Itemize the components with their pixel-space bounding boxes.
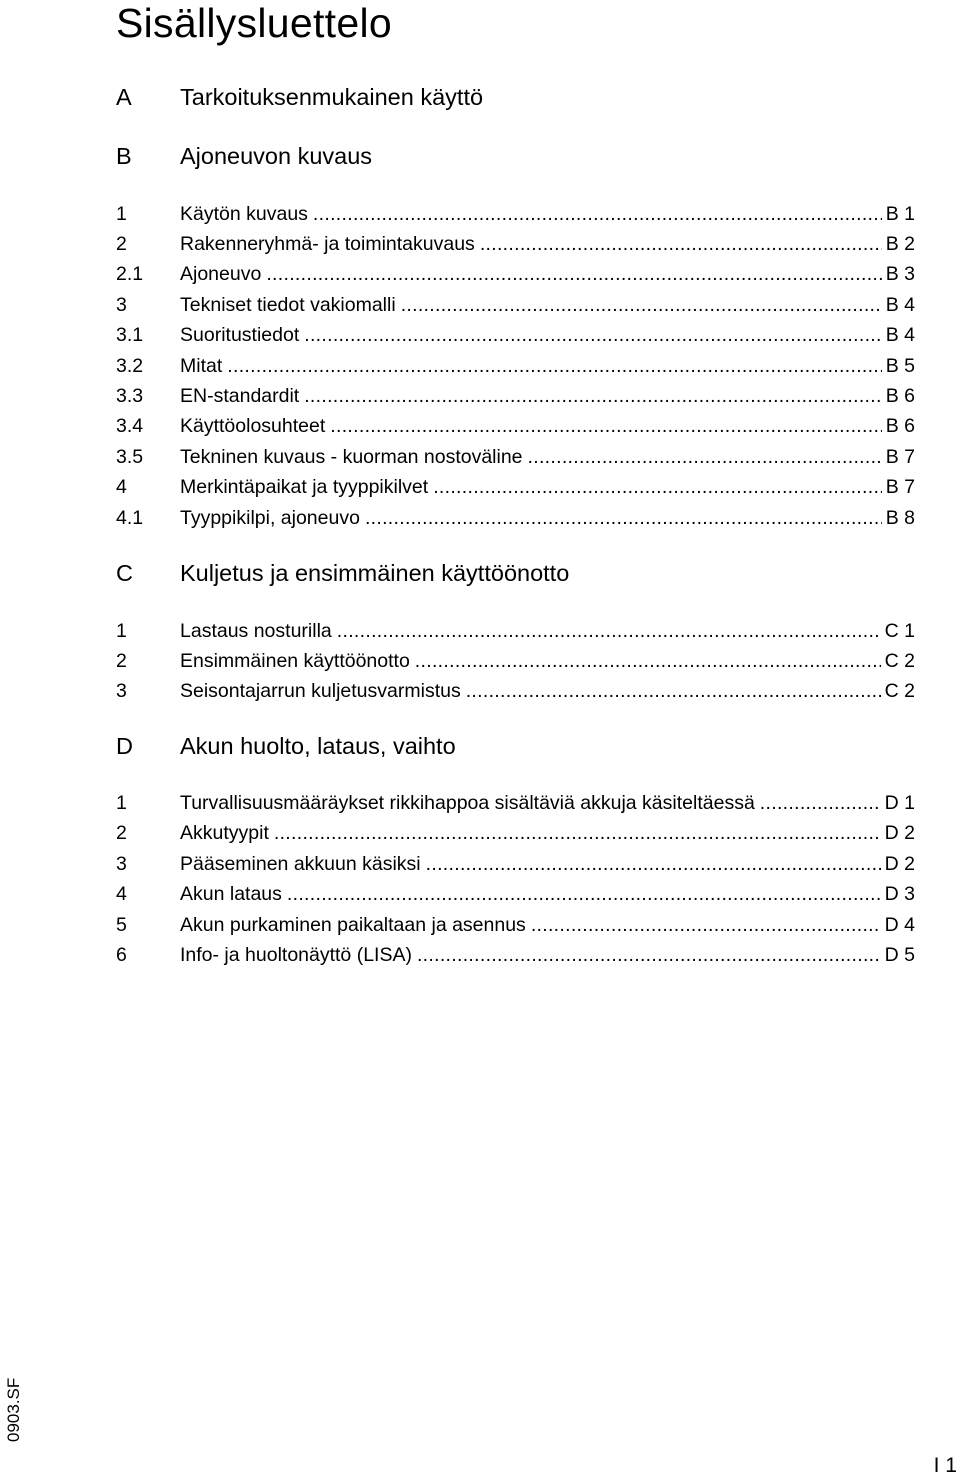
entry-number: 1 [116,203,127,225]
section-letter: D [116,733,133,759]
dot-leader [415,646,881,676]
entry-page: B 8 [885,507,915,529]
entry-number: 3.4 [116,415,144,437]
entry-title: Ensimmäinen käyttöönotto [180,650,410,672]
entry-page: B 4 [885,324,915,346]
entry-number: 2 [116,233,127,255]
entry-number: 3.3 [116,385,144,407]
toc-entry[interactable] [0,940,960,970]
entry-title: Suoritustiedot [180,324,300,346]
toc-entry[interactable] [0,472,960,502]
toc-entry[interactable] [0,818,960,848]
dot-leader [531,910,881,940]
toc-entry[interactable] [0,442,960,472]
entry-number: 2.1 [116,263,144,285]
dot-leader [304,320,881,350]
entry-number: 3 [116,853,127,875]
entry-page: B 1 [885,203,915,225]
entry-title: Käytön kuvaus [180,203,308,225]
entry-page: B 2 [885,233,915,255]
entry-title: Turvallisuusmääräykset rikkihappoa sisältäviä akkuja käsiteltäessä [180,792,755,814]
section-letter: C [116,560,133,586]
toc-entry[interactable] [0,381,960,411]
toc-entry[interactable] [0,910,960,940]
entry-number: 5 [116,914,127,936]
entry-page: B 7 [885,446,915,468]
entry-number: 2 [116,650,127,672]
entry-title: Seisontajarrun kuljetusvarmistus [180,680,461,702]
toc-entry[interactable] [0,503,960,533]
toc-section-b [0,139,960,173]
entry-number: 1 [116,620,127,642]
entry-page: D 5 [884,944,915,966]
entry-page: D 2 [884,853,915,875]
entry-page: B 6 [885,385,915,407]
dot-leader [337,616,881,646]
entry-title: Lastaus nosturilla [180,620,332,642]
entry-page: B 4 [885,294,915,316]
document-code: 0903.SF [4,1377,23,1442]
entry-page: D 2 [884,822,915,844]
entry-title: Akun purkaminen paikaltaan ja asennus [180,914,526,936]
entry-page: B 6 [885,415,915,437]
dot-leader [266,259,881,289]
section-title: Akun huolto, lataus, vaihto [180,733,456,759]
entry-title: Pääseminen akkuun käsiksi [180,853,421,875]
toc-entry[interactable] [0,320,960,350]
entry-page: D 4 [884,914,915,936]
toc-entry[interactable] [0,616,960,646]
toc-entry[interactable] [0,229,960,259]
dot-leader [528,442,882,472]
entry-number: 1 [116,792,127,814]
entry-number: 3.5 [116,446,144,468]
entry-page: C 1 [884,620,915,642]
entry-number: 4 [116,883,127,905]
entry-title: Akun lataus [180,883,282,905]
entry-page: B 7 [885,476,915,498]
dot-leader [227,351,881,381]
toc-entry[interactable] [0,351,960,381]
entry-page: C 2 [884,680,915,702]
dot-leader [480,229,882,259]
entry-page: D 3 [884,883,915,905]
entry-page: C 2 [884,650,915,672]
entry-number: 2 [116,822,127,844]
toc-entry[interactable] [0,849,960,879]
entry-title: Mitat [180,355,223,377]
section-letter: A [116,84,132,110]
section-letter: B [116,143,132,169]
section-title: Tarkoituksenmukainen käyttö [180,84,484,110]
toc-section-c [0,556,960,590]
entry-page: B 5 [885,355,915,377]
dot-leader [330,411,881,441]
entry-title: Tyyppikilpi, ajoneuvo [180,507,360,529]
entry-title: Akkutyypit [180,822,269,844]
toc-entry[interactable] [0,199,960,229]
entry-title: Tekniset tiedot vakiomalli [180,294,396,316]
dot-leader [365,503,882,533]
toc-entry[interactable] [0,788,960,818]
dot-leader [433,472,882,502]
toc-entry[interactable] [0,259,960,289]
dot-leader [287,879,881,909]
toc-section-d [0,729,960,763]
entry-page: B 3 [885,263,915,285]
entry-title: Ajoneuvo [180,263,262,285]
dot-leader [466,676,881,706]
entry-title: Tekninen kuvaus - kuorman nostoväline [180,446,523,468]
entry-title: EN-standardit [180,385,300,407]
entry-number: 3.1 [116,324,144,346]
entry-number: 3 [116,680,127,702]
toc-entry[interactable] [0,676,960,706]
dot-leader [417,940,881,970]
toc-entry[interactable] [0,646,960,676]
section-title: Kuljetus ja ensimmäinen käyttöönotto [180,560,570,586]
dot-leader [426,849,881,879]
entry-number: 3 [116,294,127,316]
page-number: I 1 [933,1454,957,1477]
section-title: Ajoneuvon kuvaus [180,143,373,169]
dot-leader [304,381,882,411]
dot-leader [313,199,882,229]
toc-section-a [0,80,960,114]
entry-number: 6 [116,944,127,966]
entry-page: D 1 [884,792,915,814]
entry-number: 4.1 [116,507,144,529]
page-title: Sisällysluettelo [116,0,392,46]
entry-title: Merkintäpaikat ja tyyppikilvet [180,476,429,498]
toc-entry[interactable] [0,411,960,441]
entry-title: Rakenneryhmä- ja toimintakuvaus [180,233,475,255]
toc-entry[interactable] [0,879,960,909]
dot-leader [401,290,882,320]
entry-title: Käyttöolosuhteet [180,415,326,437]
dot-leader [760,788,881,818]
toc-entry[interactable] [0,290,960,320]
entry-number: 4 [116,476,127,498]
dot-leader [274,818,881,848]
entry-number: 3.2 [116,355,144,377]
entry-title: Info- ja huoltonäyttö (LISA) [180,944,412,966]
